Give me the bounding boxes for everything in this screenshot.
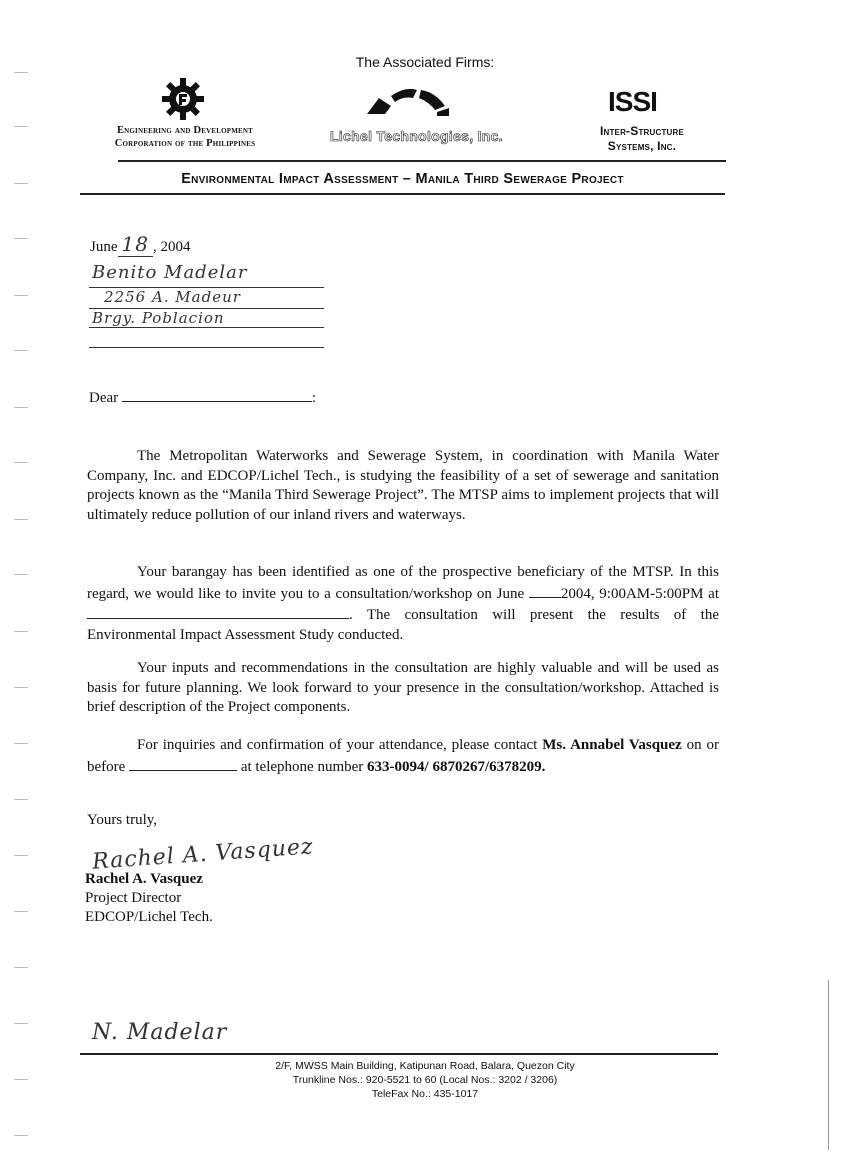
paragraph-1-text: The Metropolitan Waterworks and Sewerage System, in coordination with Manila Water Company, Inc. and EDCOP/Lichel Tech., is studying the feasibility of a set of sewerage and sanitation projects known as the “Manila Third Sewerage Project”. The MTSP aims to implement projects that will ultimately reduce pollution of our inland rivers and waterways. (87, 448, 719, 523)
margin-tick (14, 238, 28, 239)
venue-blank (87, 604, 349, 619)
date-day-handwritten: 18 (118, 232, 153, 257)
margin-tick (14, 687, 28, 688)
project-title: Environmental Impact Assessment – Manila Third Sewerage Project (181, 171, 624, 187)
edcop-gear-logo (160, 76, 206, 122)
edcop-name-line2: Corporation of the Philippines (114, 138, 256, 149)
salutation-blank (122, 387, 312, 402)
footer-address: 2/F, MWSS Main Building, Katipunan Road, Balara, Quezon City (275, 1060, 575, 1072)
contact-phone: 633-0094/ 6870267/6378209. (367, 758, 546, 775)
date-suffix: , 2004 (152, 239, 191, 255)
margin-tick (14, 1135, 28, 1136)
header-rule-top (118, 160, 726, 162)
header-rule-bottom (80, 193, 725, 195)
signer-title: Project Director (85, 890, 182, 906)
margin-tick (14, 911, 28, 912)
margin-tick (14, 350, 28, 351)
letter-date (90, 232, 190, 256)
margin-tick (14, 631, 28, 632)
recipient-underline (89, 327, 324, 328)
signer-org: EDCOP/Lichel Tech. (85, 909, 213, 925)
associated-firms-label: The Associated Firms: (355, 54, 495, 70)
margin-tick (14, 799, 28, 800)
margin-tick (14, 183, 28, 184)
margin-tick (14, 967, 28, 968)
paragraph-4-text-c: at telephone number (240, 758, 364, 775)
margin-tick (14, 462, 28, 463)
paragraph-3 (87, 659, 719, 718)
margin-tick (14, 407, 28, 408)
footer-telefax: TeleFax No.: 435-1017 (371, 1088, 479, 1100)
lichel-name: Lichel Technologies, Inc. (330, 128, 503, 144)
issi-name-line1: Inter-Structure (599, 124, 685, 138)
margin-tick (14, 574, 28, 575)
recipient-line-1: Benito Madelar (92, 262, 248, 283)
paragraph-4-text-a: For inquiries and confirmation of your attendance, please contact (137, 737, 538, 753)
paragraph-4 (87, 736, 719, 777)
signature-block (85, 870, 213, 927)
salutation-colon: : (311, 390, 317, 406)
deadline-blank (129, 756, 237, 771)
bottom-handwritten-note: N. Madelar (92, 1020, 228, 1045)
footer-rule (80, 1053, 718, 1055)
paragraph-2-text-a: Your barangay has been identified as one of the prospective beneficiary of the MTSP. In this regard, we would like to invite you to a consultation/workshop on June (87, 564, 719, 602)
issi-name (577, 124, 707, 154)
signature-handwritten: Rachel A. Vasquez (91, 834, 315, 875)
margin-tick (14, 855, 28, 856)
contact-name: Ms. Annabel Vasquez (542, 737, 682, 753)
paragraph-4-text-b: on or before (87, 737, 720, 775)
margin-tick (14, 126, 28, 127)
date-blank (529, 583, 561, 598)
margin-tick (14, 72, 28, 73)
margin-tick (14, 743, 28, 744)
footer-trunkline: Trunkline Nos.: 920-5521 to 60 (Local Nos.: 3202 / 3206) (292, 1074, 558, 1086)
issi-logo: ISSI (608, 86, 657, 117)
margin-tick (14, 295, 28, 296)
issi-name-line2: Systems, Inc. (607, 139, 677, 153)
margin-tick (14, 519, 28, 520)
recipient-line-3: Brgy. Poblacion (92, 309, 225, 327)
paragraph-2-text-c: . The consultation will present the results of the Environmental Impact Assessment Study conducted. (87, 607, 719, 643)
edcop-name-line1: Engineering and Development (116, 125, 254, 136)
recipient-underline (89, 347, 324, 348)
recipient-line-2: 2256 A. Madeur (104, 288, 241, 306)
lichel-arc-logo (365, 84, 451, 120)
salutation (89, 387, 316, 407)
edcop-name (85, 124, 285, 150)
paragraph-2-text-b: 2004, 9:00AM-5:00PM at (560, 585, 720, 602)
date-prefix: June (90, 239, 118, 255)
paragraph-2 (87, 563, 719, 645)
paragraph-1 (87, 447, 719, 525)
margin-tick (14, 1023, 28, 1024)
paragraph-3-text: Your inputs and recommendations in the consultation are highly valuable and will be used as basis for future planning. We look forward to your presence in the consultation/workshop. Attached is brief description of the Project components. (87, 660, 719, 715)
closing: Yours truly, (87, 812, 158, 828)
salutation-text: Dear (89, 390, 119, 406)
signer-name: Rachel A. Vasquez (85, 871, 203, 887)
